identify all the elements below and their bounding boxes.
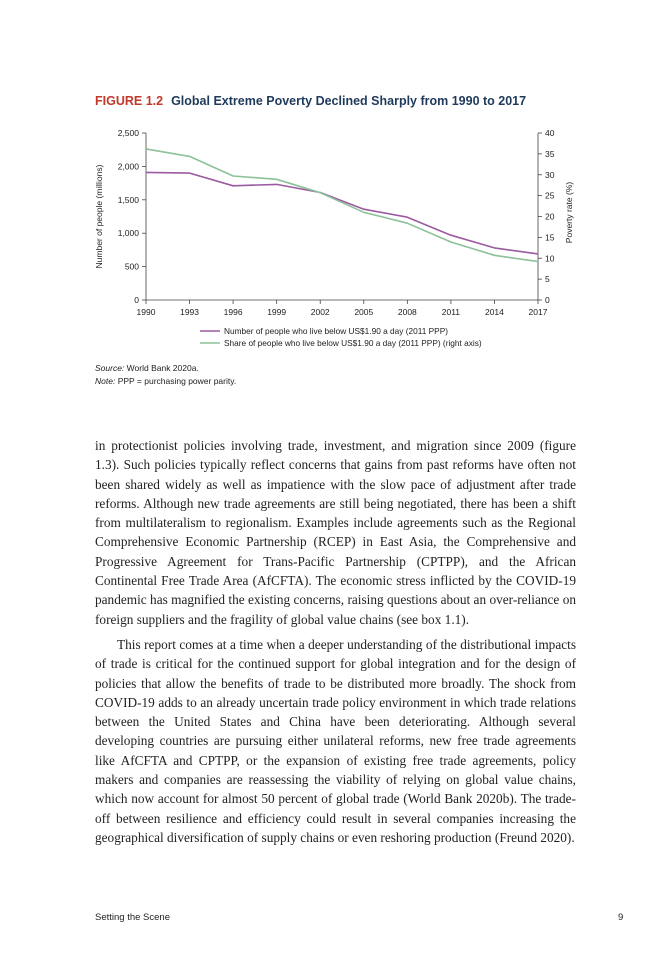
x-tick-label: 1999 (267, 307, 287, 317)
body-text (95, 436, 576, 847)
x-tick-label: 2008 (397, 307, 417, 317)
x-tick-label: 2005 (354, 307, 374, 317)
y-tick-label-right: 10 (545, 253, 555, 264)
x-tick-label: 1990 (136, 307, 156, 317)
poverty-rate-line (146, 149, 538, 262)
y-axis-title-left: Number of people (millions) (94, 164, 104, 269)
y-tick-label-left: 2,000 (117, 161, 139, 172)
y-tick-label-right: 25 (545, 190, 555, 201)
figure-title (95, 94, 615, 108)
note-text: PPP = purchasing power parity. (117, 376, 237, 386)
running-footer: Setting the Scene (95, 912, 170, 923)
page-number: 9 (618, 912, 624, 923)
x-tick-label: 2011 (441, 307, 461, 317)
x-tick-label: 1993 (180, 307, 200, 317)
y-tick-label-left: 2,500 (117, 128, 139, 138)
paragraph-2: This report comes at a time when a deeper understanding of the distributional impacts of trade is critical for the continued support for global integration and for the design of policies that allow the benefits of trade to be distributed more broadly. The shock from COVID-19 adds to an already uncertain trade policy environment in which trade relations between the United States and China have been deteriorating. Although several developing countries are pursuing either unilateral reforms, new free trade agreements like AfCFTA and CPTPP, or the expansion of existing free trade agreements, policy makers and companies are reassessing the viability of relying on global value chains, which now account for almost 50 percent of global trade (World Bank 2020b). The trade-off between resilience and efficiency could result in several companies increasing the geographical diversification of supply chains or even reshoring production (Freund 2020). (95, 636, 576, 845)
legend-label: Number of people who live below US$1.90 a day (2011 PPP) (224, 326, 448, 336)
x-tick-label: 1996 (223, 307, 243, 317)
chart-series (146, 149, 538, 262)
note-label: Note: (95, 376, 116, 386)
chart-axes (94, 128, 574, 317)
people-count-line (146, 172, 538, 254)
y-tick-label-left: 1,000 (117, 228, 139, 239)
source-label: Source: (95, 363, 125, 373)
chart-legend (200, 326, 482, 348)
y-tick-label-left: 500 (124, 261, 139, 272)
y-tick-label-right: 40 (545, 128, 555, 138)
paragraph-1: in protectionist policies involving trade, investment, and migration since 2009 (figure 1.3). Such policies typically reflect concerns that gains from past reforms have often not been shared widely as well as impatience with the slow pace of adjustment after trade reforms. Although new trade agreements are still being negotiated, there has been a shift from multilateralism to regionalism. Examples include agreements such as the Regional Comprehensive Economic Partnership (RCEP) in East Asia, the Comprehensive and Progressive Agreement for Trans-Pacific Partnership (CPTPP), and the African Continental Free Trade Area (AfCFTA). The economic stress inflicted by the COVID-19 pandemic has magnified the existing concerns, raising questions about an over-reliance on foreign suppliers and the fragility of global value chains (see box 1.1). (95, 438, 576, 627)
y-tick-label-right: 35 (545, 148, 555, 159)
y-tick-label-right: 5 (545, 274, 550, 285)
y-tick-label-right: 0 (545, 295, 550, 305)
figure-source (95, 362, 236, 388)
legend-label: Share of people who live below US$1.90 a day (2011 PPP) (right axis) (224, 338, 482, 348)
y-axis-title-right: Poverty rate (%) (564, 181, 574, 244)
figure-label: FIGURE 1.2 (95, 94, 164, 108)
source-text: World Bank 2020a. (126, 363, 199, 373)
x-tick-label: 2002 (310, 307, 330, 317)
y-tick-label-left: 1,500 (117, 194, 139, 205)
y-tick-label-right: 30 (545, 169, 555, 180)
y-tick-label-right: 15 (545, 232, 555, 243)
poverty-line-chart (88, 120, 588, 352)
x-tick-label: 2014 (484, 307, 504, 317)
y-tick-label-left: 0 (134, 295, 139, 305)
y-tick-label-right: 20 (545, 211, 555, 222)
x-tick-label: 2017 (528, 307, 548, 317)
figure-title-text: Global Extreme Poverty Declined Sharply from 1990 to 2017 (171, 94, 527, 108)
